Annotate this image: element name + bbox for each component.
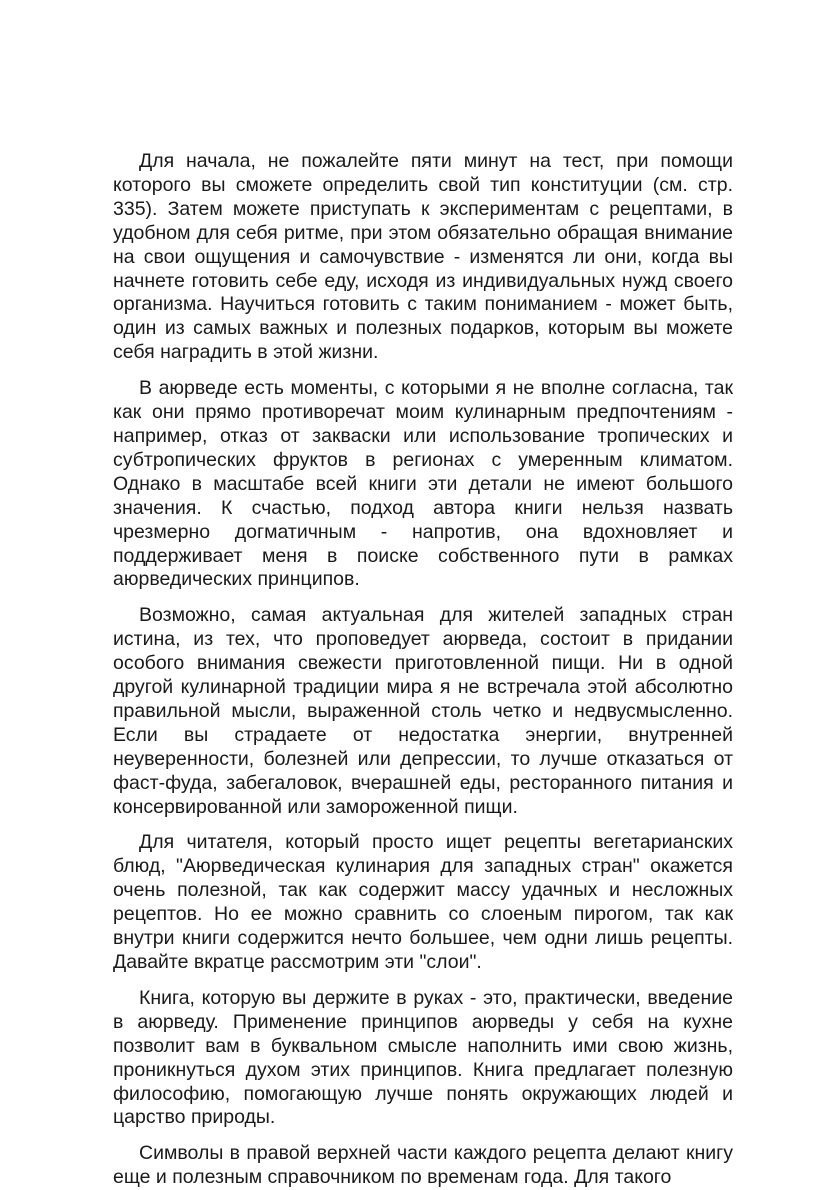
paragraph-disagreements: В аюрведе есть моменты, с которыми я не вполне согласна, так как они прямо противоречат моим кулинарным предпочтениям - например, отказ от закваски или использование тропических и субтропических фруктов в регионах с умеренным климатом. Однако в масштабе всей книги эти детали не имеют большого значения. К счастью, подход автора книги нельзя назвать чрезмерно догматичным - напротив, она вдохновляет и поддерживает меня в поиске собственного пути в рамках аюрведических принципов. xyxy=(113,377,733,591)
body-text xyxy=(113,150,733,1190)
paragraph-recipe-symbols: Символы в правой верхней части каждого рецепта делают книгу еще и полезным справочником по временам года. Для такого xyxy=(113,1142,733,1189)
paragraph-vegetarian-recipes: Для читателя, который просто ищет рецепты вегетарианских блюд, "Аюрведическая кулинария для западных стран" окажется очень полезной, так как содержит массу удачных и несложных рецептов. Но ее можно сравнить со слоеным пирогом, так как внутри книги содержится нечто большее, чем одни лишь рецепты. Давайте вкратце рассмотрим эти "слои". xyxy=(113,831,733,973)
paragraph-freshness: Возможно, самая актуальная для жителей западных стран истина, из тех, что проповедует аюрведа, состоит в придании особого внимания свежести приготовленной пищи. Ни в одной другой кулинарной традиции мира я не встречала этой абсолютно правильной мысли, выраженной столь четко и недвусмысленно. Если вы страдаете от недостатка энергии, внутренней неуверенности, болезней или депрессии, то лучше отказаться от фаст-фуда, забегаловок, вчерашней еды, ресторанного питания и консервированной или замороженной пищи. xyxy=(113,604,733,818)
paragraph-constitution-test: Для начала, не пожалейте пяти минут на тест, при помощи которого вы сможете определить свой тип конституции (см. стр. 335). Затем можете приступать к экспериментам с рецептами, в удобном для себя ритме, при этом обязательно обращая внимание на свои ощущения и самочувствие - изменятся ли они, когда вы начнете готовить себе еду, исходя из индивидуальных нужд своего организма. Научиться готовить с таким пониманием - может быть, один из самых важных и полезных подарков, которым вы можете себя наградить в этой жизни. xyxy=(113,150,733,364)
paragraph-introduction-to-ayurveda: Книга, которую вы держите в руках - это, практически, введение в аюрведу. Применение принципов аюрведы у себя на кухне позволит вам в буквальном смысле наполнить ими свою жизнь, проникнуться духом этих принципов. Книга предлагает полезную философию, помогающую лучше понять окружающих людей и царство природы. xyxy=(113,986,733,1129)
